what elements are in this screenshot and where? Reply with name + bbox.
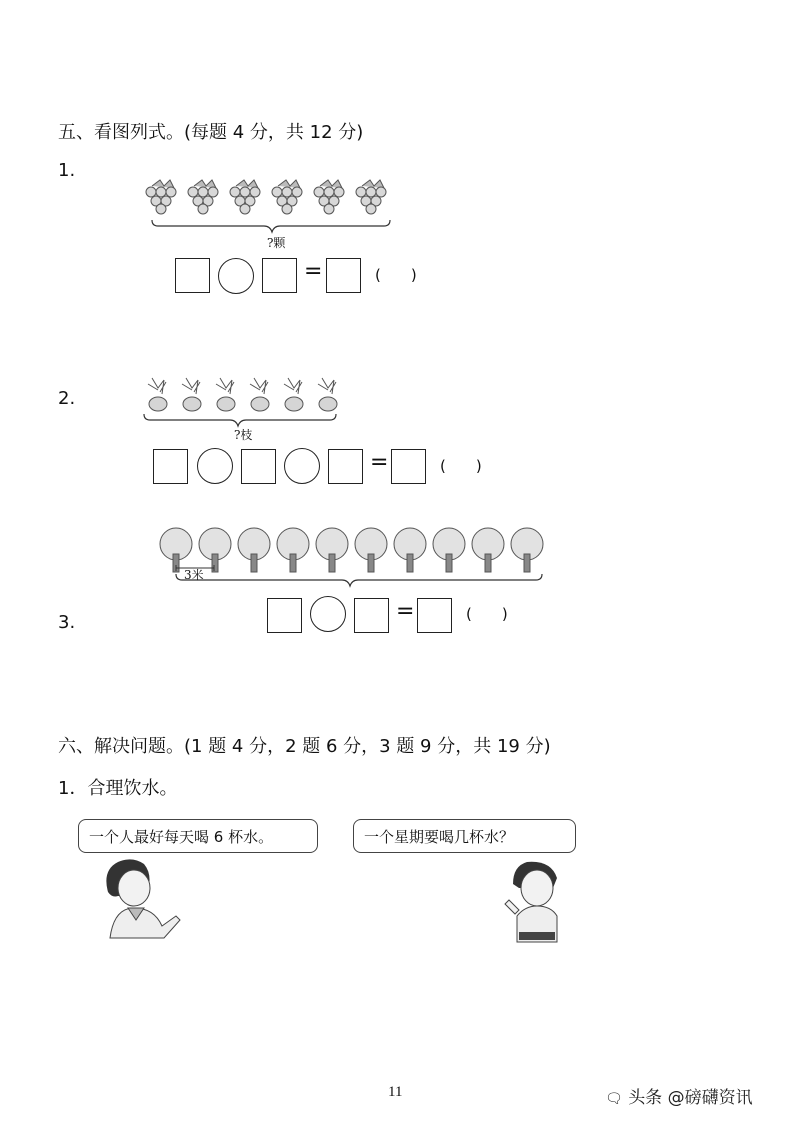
q2-unit-paren[interactable]: ( )	[440, 457, 482, 475]
q3-answer-box-2[interactable]	[354, 598, 389, 633]
q2-answer-box-1[interactable]	[153, 449, 188, 484]
brace	[176, 574, 542, 586]
watermark-text: 头条 @磅礴资讯	[628, 1088, 753, 1108]
q2-number: 2.	[58, 388, 76, 409]
q1-brace-label: ?颗	[267, 236, 286, 250]
section5-heading: 五、看图列式。(每题 4 分，共 12 分)	[58, 122, 364, 143]
q3-answer-box-1[interactable]	[267, 598, 302, 633]
equals-sign: =	[304, 259, 323, 284]
q3-number: 3.	[58, 612, 76, 633]
section6-heading: 六、解决问题。(1 题 4 分，2 题 6 分，3 题 9 分，共 19 分)	[58, 736, 551, 757]
equals-sign: =	[370, 450, 389, 475]
chat-bubble-icon: 🗨	[605, 1091, 623, 1107]
q1-operator-circle[interactable]	[218, 258, 254, 294]
speech-bubble-left: 一个人最好每天喝 6 杯水。	[78, 819, 318, 853]
speech-bubble-right: 一个星期要喝几杯水？	[353, 819, 576, 853]
q2-result-box[interactable]	[391, 449, 426, 484]
q2-brace-label: ?枝	[234, 428, 253, 442]
q3-unit-paren[interactable]: ( )	[466, 605, 508, 623]
trees-illustration	[156, 526, 548, 588]
q1-number: 1.	[58, 160, 76, 181]
q3-operator-circle[interactable]	[310, 596, 346, 632]
s6-q1-title: 1．合理饮水。	[58, 778, 178, 799]
boy-left-illustration	[96, 858, 182, 940]
q1-answer-box-1[interactable]	[175, 258, 210, 293]
q3-distance-label: 3米	[184, 568, 204, 582]
boy-right-illustration	[497, 858, 579, 946]
q2-operator-circle-2[interactable]	[284, 448, 320, 484]
q1-unit-paren[interactable]: ( )	[375, 266, 417, 284]
brace	[152, 220, 390, 232]
watermark	[605, 1083, 753, 1108]
q3-result-box[interactable]	[417, 598, 452, 633]
q2-answer-box-2[interactable]	[241, 449, 276, 484]
q1-result-box[interactable]	[326, 258, 361, 293]
q2-answer-box-3[interactable]	[328, 449, 363, 484]
q2-operator-circle-1[interactable]	[197, 448, 233, 484]
page-number: 11	[388, 1084, 403, 1100]
brace	[144, 414, 336, 426]
q1-answer-box-2[interactable]	[262, 258, 297, 293]
equals-sign: =	[396, 599, 415, 624]
